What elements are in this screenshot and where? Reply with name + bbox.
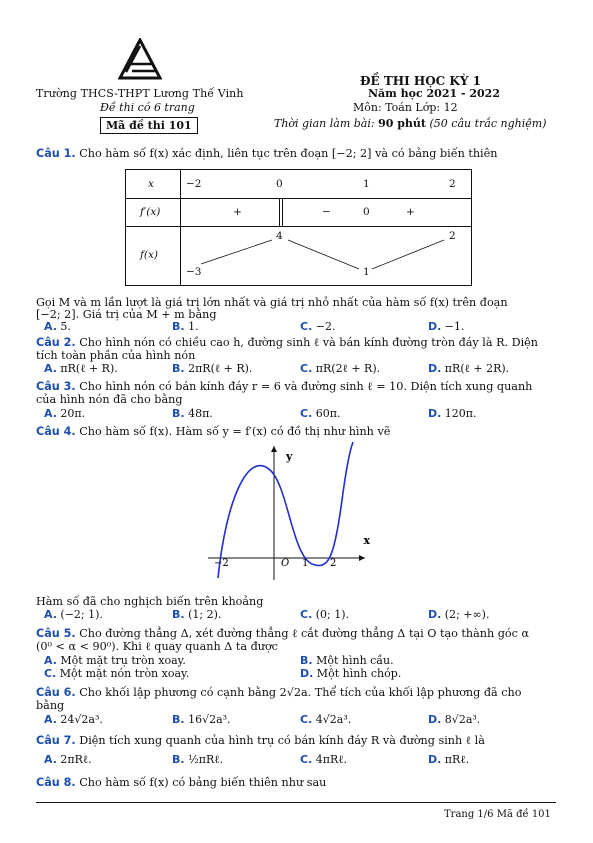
q3-option-b[interactable]: B. 48π. [172, 407, 213, 420]
school-name: Trường THCS-THPT Lương Thế Vinh [36, 87, 244, 100]
q4-option-a[interactable]: A. (−2; 1). [44, 608, 103, 621]
q1-option-b[interactable]: B. 1. [172, 320, 199, 333]
q1-option-a[interactable]: A. 5. [44, 320, 71, 333]
q7-option-d[interactable]: D. πRℓ. [428, 753, 470, 766]
question-6-text-2: bằng [36, 699, 65, 712]
footer-divider [36, 802, 556, 803]
school-logo [118, 38, 162, 82]
svg-text:y: y [286, 450, 293, 463]
question-6: Câu 6. Cho khối lập phương có cạnh bằng 2√2a. Thể tích của khối lập phương đã cho [36, 686, 522, 699]
q6-option-c[interactable]: C. 4√2a³. [300, 713, 352, 726]
variation-table: x f′(x) f(x) −2 0 1 2 + − 0 + −3 4 1 2 [125, 169, 472, 286]
question-1-text-2: [−2; 2]. Giá trị của M + m bằng [36, 308, 217, 321]
exam-code: Mã đề thi 101 [100, 117, 198, 134]
school-year: Năm học 2021 - 2022 [368, 87, 500, 100]
q6-option-b[interactable]: B. 16√2a³. [172, 713, 231, 726]
page-footer: Trang 1/6 Mã đề 101 [444, 809, 551, 820]
q2-option-d[interactable]: D. πR(ℓ + 2R). [428, 362, 510, 375]
q1-option-c[interactable]: C. −2. [300, 320, 336, 333]
q4-option-d[interactable]: D. (2; +∞). [428, 608, 490, 621]
q5-option-a[interactable]: A. Một mặt trụ tròn xoay. [44, 654, 186, 667]
q1-option-d[interactable]: D. −1. [428, 320, 465, 333]
q3-option-c[interactable]: C. 60π. [300, 407, 341, 420]
q3-option-a[interactable]: A. 20π. [44, 407, 86, 420]
q3-option-d[interactable]: D. 120π. [428, 407, 477, 420]
question-2-text-2: tích toàn phần của hình nón [36, 349, 196, 362]
q5-option-b[interactable]: B. Một hình cầu. [300, 654, 394, 667]
q6-option-a[interactable]: A. 24√2a³. [44, 713, 103, 726]
q7-option-a[interactable]: A. 2πRℓ. [44, 753, 92, 766]
q7-option-c[interactable]: C. 4πRℓ. [300, 753, 348, 766]
exam-title: ĐỀ THI HỌC KỲ 1 [360, 74, 481, 88]
exam-time: Thời gian làm bài: 90 phút (50 câu trắc nghiệm) [274, 117, 547, 130]
question-3: Câu 3. Cho hình nón có bán kính đáy r = 6 và đường sinh ℓ = 10. Diện tích xung quanh [36, 380, 533, 393]
svg-text:x: x [363, 534, 370, 547]
derivative-graph [200, 440, 370, 585]
question-1-text: Gọi M và m lần lượt là giá trị lớn nhất và giá trị nhỏ nhất của hàm số f(x) trên đoạn [36, 296, 508, 309]
q2-option-c[interactable]: C. πR(2ℓ + R). [300, 362, 381, 375]
question-3-text-2: của hình nón đã cho bằng [36, 393, 183, 406]
q2-option-b[interactable]: B. 2πR(ℓ + R). [172, 362, 253, 375]
svg-text:−2: −2 [214, 558, 229, 569]
q4-option-c[interactable]: C. (0; 1). [300, 608, 350, 621]
q7-option-b[interactable]: B. ½πRℓ. [172, 753, 224, 766]
question-4-text-2: Hàm số đã cho nghịch biến trên khoảng [36, 595, 264, 608]
question-2: Câu 2. Cho hình nón có chiều cao h, đường sinh ℓ và bán kính đường tròn đáy là R. Diện [36, 336, 538, 349]
svg-text:O: O [281, 558, 290, 569]
page-count: Đề thi có 6 trang [100, 101, 195, 114]
question-8: Câu 8. Cho hàm số f(x) có bảng biến thiên như sau [36, 776, 327, 789]
question-7: Câu 7. Diện tích xung quanh của hình trụ có bán kính đáy R và đường sinh ℓ là [36, 734, 485, 747]
q4-option-b[interactable]: B. (1; 2). [172, 608, 222, 621]
svg-text:1: 1 [302, 558, 309, 569]
svg-text:2: 2 [330, 558, 337, 569]
q6-option-d[interactable]: D. 8√2a³. [428, 713, 481, 726]
subject: Môn: Toán Lớp: 12 [353, 101, 458, 114]
question-1: Câu 1. Cho hàm số f(x) xác định, liên tục trên đoạn [−2; 2] và có bảng biến thiên [36, 147, 498, 160]
question-5: Câu 5. Cho đường thẳng Δ, xét đường thẳng ℓ cắt đường thẳng Δ tại O tạo thành góc α [36, 627, 530, 640]
q5-option-d[interactable]: D. Một hình chóp. [300, 667, 402, 680]
question-5-text-2: (0⁰ < α < 90⁰). Khi ℓ quay quanh Δ ta được [36, 640, 278, 653]
q5-option-c[interactable]: C. Một mặt nón tròn xoay. [44, 667, 190, 680]
q2-option-a[interactable]: A. πR(ℓ + R). [44, 362, 118, 375]
question-4: Câu 4. Cho hàm số f(x). Hàm số y = f′(x) có đồ thị như hình vẽ [36, 425, 391, 438]
